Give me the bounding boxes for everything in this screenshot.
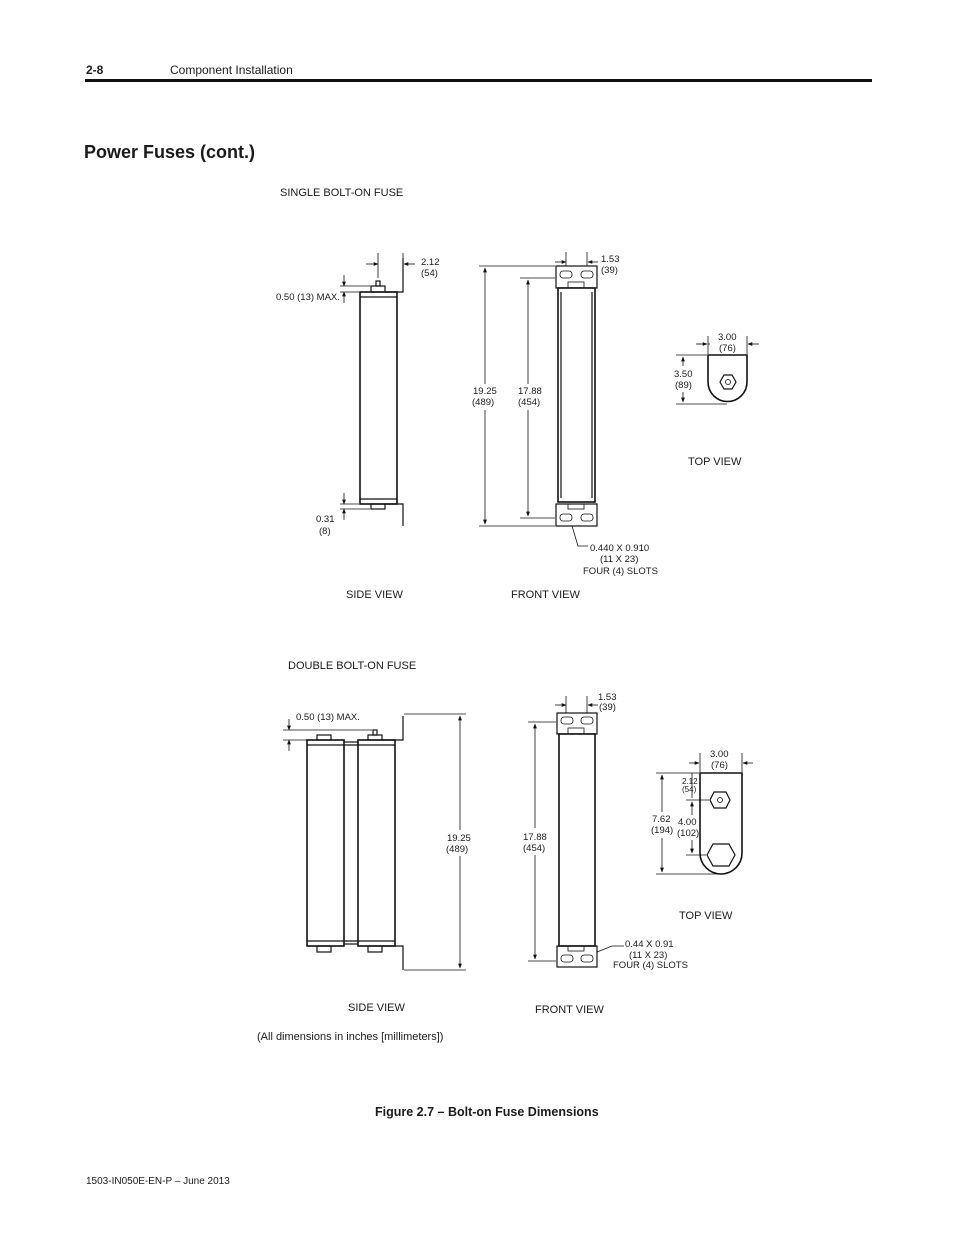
single-front-body-dim: 17.88 [518,386,542,397]
section-name: Component Installation [170,63,293,77]
double-slot-count: FOUR (4) SLOTS [613,960,688,971]
double-side-max-dim: 0.50 (13) MAX. [296,712,360,723]
single-top-width-mm: (76) [719,343,736,354]
single-side-width-dim: 2.12 [421,257,440,268]
single-side-max-dim: 0.50 (13) MAX. [276,292,340,303]
page-title: Power Fuses (cont.) [84,142,256,162]
single-slot-count: FOUR (4) SLOTS [583,566,658,577]
double-slot-size: 0.44 X 0.91 [625,939,674,950]
double-front-width-dim: 1.53 [598,692,617,703]
single-fuse-title: SINGLE BOLT-ON FUSE [280,187,404,199]
double-top-view-label: TOP VIEW [679,910,733,922]
double-top-view [656,753,753,874]
single-front-view-label: FRONT VIEW [511,589,580,601]
single-front-body-mm: (454) [518,397,541,408]
single-front-overall-dim: 19.25 [473,386,497,397]
single-top-view-label: TOP VIEW [688,456,742,468]
double-top-spacing-dim: 4.00 [678,817,697,828]
double-slot-mm: (11 X 23) [629,950,668,961]
single-slot-mm: (11 X 23) [600,554,639,565]
single-side-view-label: SIDE VIEW [346,589,403,601]
dimensions-note: (All dimensions in inches [millimeters]) [257,1031,444,1043]
double-top-total-dim: 7.62 [652,814,671,825]
double-top-width-mm: (76) [711,760,728,771]
single-side-view [340,253,415,526]
double-top-small-mm: (54) [682,785,697,794]
double-side-overall-mm: (489) [446,844,469,855]
double-front-width-mm: (39) [599,702,616,713]
double-front-view-label: FRONT VIEW [535,1004,604,1016]
double-side-view [283,714,469,970]
single-slot-size: 0.440 X 0.910 [590,543,650,554]
double-front-body-mm: (454) [523,843,546,854]
single-top-height-dim: 3.50 [674,369,693,380]
double-top-spacing-mm: (102) [677,828,700,839]
single-side-bottom-dim: 0.31 [316,514,335,525]
double-side-view-label: SIDE VIEW [348,1002,405,1014]
double-top-width-dim: 3.00 [710,749,729,760]
document-footer: 1503-IN050E-EN-P – June 2013 [86,1176,230,1187]
double-top-small-dim: 2.12 [682,777,698,786]
single-side-bottom-mm: (8) [319,526,331,537]
double-top-total-mm: (194) [651,825,674,836]
double-fuse-title: DOUBLE BOLT-ON FUSE [288,660,417,672]
single-front-width-mm: (39) [601,265,618,276]
single-front-width-dim: 1.53 [601,254,620,265]
double-front-body-dim: 17.88 [523,832,547,843]
single-top-height-mm: (89) [675,380,692,391]
single-front-overall-mm: (489) [472,397,495,408]
page-number: 2-8 [86,63,104,77]
figure-caption: Figure 2.7 – Bolt-on Fuse Dimensions [375,1105,599,1119]
single-top-width-dim: 3.00 [718,332,737,343]
single-side-width-mm: (54) [421,268,438,279]
double-side-overall-dim: 19.25 [447,833,471,844]
